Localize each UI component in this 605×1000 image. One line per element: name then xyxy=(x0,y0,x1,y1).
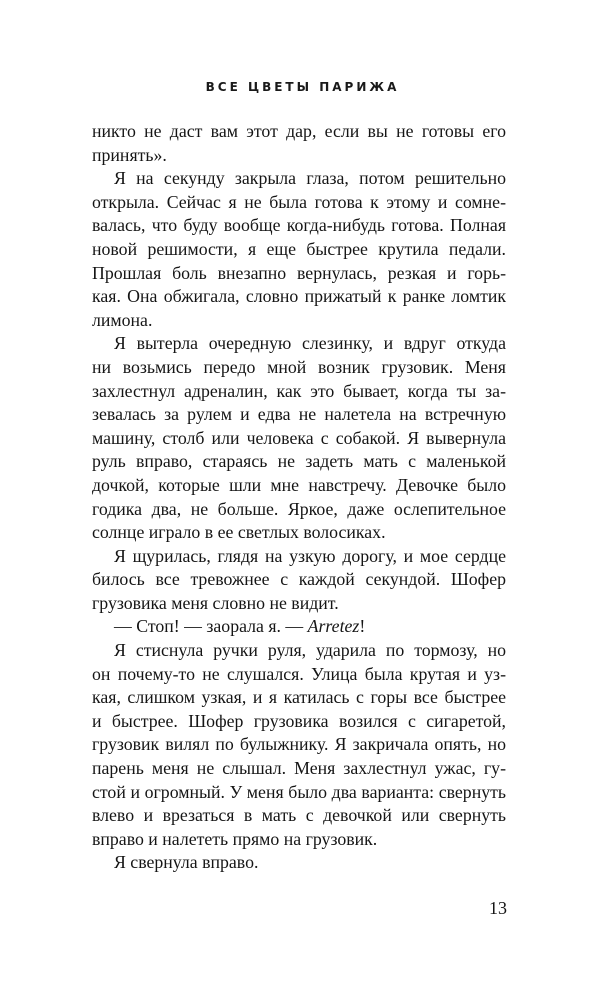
text-line: влево и врезаться в мать с девочкой или свернуть xyxy=(92,805,506,826)
text-line: грузовик вилял по булыжнику. Я закричала опять, но xyxy=(92,734,506,755)
text-line: он почему-то не слушался. Улица была крутая и уз- xyxy=(92,663,506,684)
text-line: Я свернула вправо. xyxy=(114,852,259,873)
paragraph xyxy=(92,639,506,851)
body-text xyxy=(92,120,506,875)
dialogue-text: ! xyxy=(359,616,366,637)
text-line: валась, что буду вообще когда-нибудь готова. Полная xyxy=(92,215,506,236)
text-line: дочкой, которые шли мне навстречу. Девочке было xyxy=(92,474,506,495)
text-line: и быстрее. Шофер грузовика возился с сигаретой, xyxy=(92,710,506,731)
paragraph xyxy=(92,851,506,875)
text-line: парень меня не слышал. Меня захлестнул ужас, гу- xyxy=(92,758,506,779)
text-line: Я на секунду закрыла глаза, потом решительно xyxy=(114,168,506,189)
text-line: грузовика меня словно не видит. xyxy=(92,592,339,613)
text-line: билось все тревожнее с каждой секундой. Шофер xyxy=(92,569,506,590)
dialogue-text: — Стоп! — заорала я. — xyxy=(114,616,308,637)
text-line: солнце играло в ее светлых волосиках. xyxy=(92,522,386,543)
text-line: вправо и налететь прямо на грузовик. xyxy=(92,828,378,849)
text-line: стой и огромный. У меня было два варианта: свернуть xyxy=(92,781,506,802)
paragraph xyxy=(92,332,506,544)
text-line: машину, столб или человека с собакой. Я вывернула xyxy=(92,427,506,448)
paragraph xyxy=(92,615,506,639)
text-line: кая, слишком узкая, и я катилась с горы все быстрее xyxy=(92,687,506,708)
paragraph xyxy=(92,120,506,167)
text-line: ни возьмись передо мной возник грузовик. Меня xyxy=(92,356,506,377)
text-line: Я щурилась, глядя на узкую дорогу, и мое сердце xyxy=(114,545,506,566)
text-line: Я вытерла очередную слезинку, и вдруг откуда xyxy=(114,333,506,354)
text-line: лимона. xyxy=(92,309,153,330)
text-line: никто не даст вам этот дар, если вы не готовы его xyxy=(92,121,506,141)
text-line: Прошлая боль внезапно вернулась, резкая и горь- xyxy=(92,262,506,283)
page-number: 13 xyxy=(489,898,507,918)
foreign-word: Arretez xyxy=(307,616,360,637)
text-line: открыла. Сейчас я не была готова к этому и сомне- xyxy=(92,191,506,212)
text-line: принять». xyxy=(92,144,167,165)
text-line: новой решимости, я еще быстрее крутила педали. xyxy=(92,238,506,259)
text-line: кая. Она обжигала, словно прижатый к ранке ломтик xyxy=(92,286,506,307)
text-line xyxy=(92,615,506,639)
text-line: зевалась за рулем и едва не налетела на встречную xyxy=(92,404,506,425)
paragraph xyxy=(92,545,506,616)
text-line: годика два, не больше. Яркое, даже ослепительное xyxy=(92,498,506,519)
text-line: руль вправо, стараясь не задеть мать с маленькой xyxy=(92,451,506,472)
paragraph xyxy=(92,167,506,332)
text-line: захлестнул адреналин, как это бывает, когда ты за- xyxy=(92,380,506,401)
running-head: ВСЕ ЦВЕТЫ ПАРИЖА xyxy=(205,80,400,94)
text-line: Я стиснула ручки руля, ударила по тормозу, но xyxy=(114,640,506,661)
